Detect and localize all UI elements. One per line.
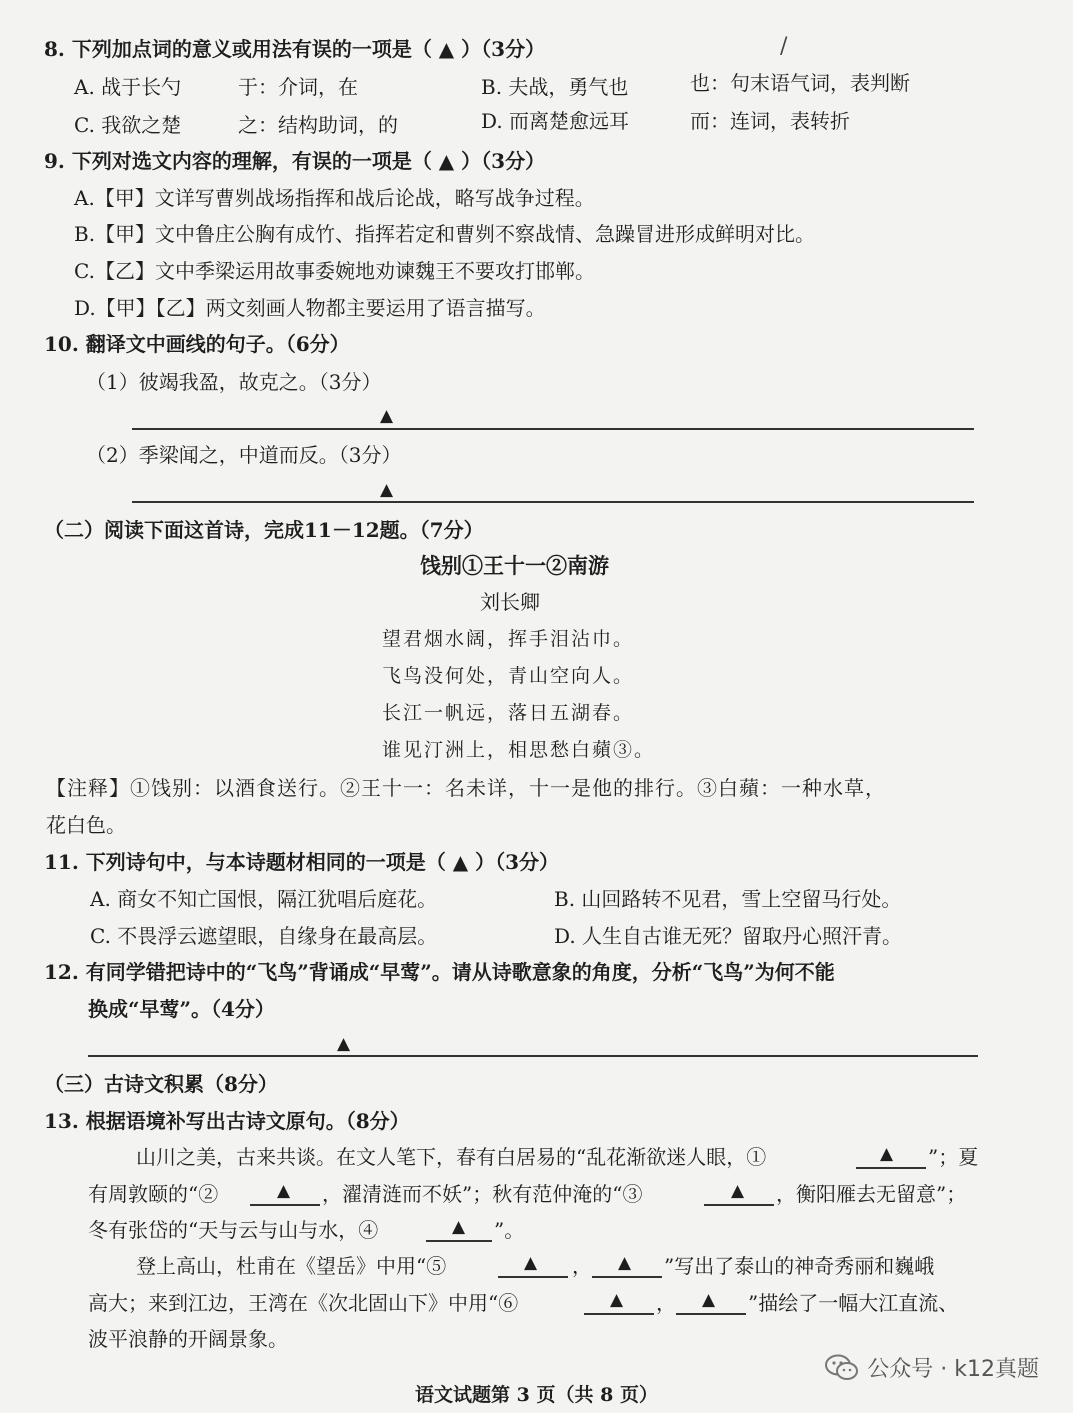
poem-title: 饯别①王十一②南游: [420, 553, 609, 578]
answer-line: [132, 428, 974, 430]
blank-marker: ▲: [524, 1253, 538, 1273]
q13-text: ”写出了泰山的神奇秀丽和巍峨: [664, 1254, 935, 1278]
blank-marker: ▲: [702, 1290, 716, 1310]
section-2-heading: （二）阅读下面这首诗，完成11－12题。（7分）: [44, 518, 484, 542]
q9-option-c: C.【乙】文中季梁运用故事委婉地劝谏魏王不要攻打邯郸。: [74, 259, 595, 283]
fill-blank-4: [426, 1240, 492, 1242]
q12-stem: 12. 有同学错把诗中的“飞鸟”背诵成“早莺”。请从诗歌意象的角度，分析“飞鸟”为何不能: [44, 960, 835, 984]
q10-sentence-1: （1）彼竭我盈，故克之。（3分）: [86, 370, 382, 394]
q13-stem: 13. 根据语境补写出古诗文原句。（8分）: [44, 1109, 410, 1133]
q8-option-b: B. 夫战，勇气也: [481, 75, 629, 99]
q13-text: ”；夏: [928, 1145, 979, 1169]
blank-marker: ▲: [277, 1181, 291, 1201]
q13-text: ，: [572, 1254, 592, 1278]
blank-marker: ▲: [618, 1253, 632, 1273]
stray-pen-mark: /: [780, 34, 788, 59]
fill-blank-5b: [592, 1276, 662, 1278]
wechat-icon: [825, 1354, 859, 1382]
q13-text: ，衡阳雁去无留意”；: [776, 1182, 967, 1206]
q8-option-b-note: 也：句末语气词，表判断: [690, 71, 910, 95]
q10-stem: 10. 翻译文中画线的句子。（6分）: [44, 332, 350, 356]
blank-marker: ▲: [452, 1217, 466, 1237]
section-3-heading: （三）古诗文积累（8分）: [44, 1072, 278, 1096]
fill-blank-3: [704, 1204, 774, 1206]
blank-marker: ▲: [610, 1290, 624, 1310]
fill-blank-2: [250, 1204, 320, 1206]
q8-option-d-note: 而：连词，表转折: [690, 109, 850, 133]
q9-option-a: A.【甲】文详写曹刿战场指挥和战后论战，略写战争过程。: [74, 186, 595, 210]
q13-paragraph-1: 山川之美，古来共谈。在文人笔下，春有白居易的“乱花渐欲迷人眼，①: [136, 1145, 767, 1169]
q11-option-d: D. 人生自古谁无死？留取丹心照汗青。: [554, 924, 903, 948]
q11-option-c: C. 不畏浮云遮望眼，自缘身在最高层。: [90, 924, 438, 948]
poem-author: 刘长卿: [480, 590, 540, 614]
page-footer: 语文试题第 3 页（共 8 页）: [415, 1384, 658, 1406]
q13-text: 冬有张岱的“天与云与山与水，④: [88, 1218, 379, 1242]
poem-notes-cont: 花白色。: [46, 813, 126, 837]
q13-paragraph-2: 登上高山，杜甫在《望岳》中用“⑤: [136, 1254, 447, 1278]
q13-text: ，濯清涟而不妖”；秋有范仲淹的“③: [322, 1182, 643, 1206]
answer-marker: ▲: [380, 406, 394, 426]
q12-stem-cont: 换成“早莺”。（4分）: [88, 997, 275, 1021]
q8-option-a-note: 于：介词，在: [238, 75, 358, 99]
poem-line: 长江一帆远，落日五湖春。: [382, 702, 635, 724]
q8-stem: 8. 下列加点词的意义或用法有误的一项是（ ▲ ）（3分）: [44, 37, 546, 61]
answer-marker: ▲: [380, 480, 394, 500]
q8-option-c: C. 我欲之楚: [74, 113, 182, 137]
poem-notes: 【注释】①饯别：以酒食送行。②王十一：名未详，十一是他的排行。③白蘋：一种水草，: [46, 776, 886, 800]
q11-option-b: B. 山回路转不见君，雪上空留马行处。: [554, 887, 902, 911]
q13-text: 有周敦颐的“②: [88, 1182, 219, 1206]
poem-line: 飞鸟没何处，青山空向人。: [382, 665, 635, 687]
q10-sentence-2: （2）季梁闻之，中道而反。（3分）: [86, 443, 402, 467]
blank-marker: ▲: [880, 1144, 894, 1164]
q13-text: ，: [656, 1291, 676, 1315]
q13-text: 波平浪静的开阔景象。: [88, 1327, 288, 1351]
poem-line: 望君烟水阔，挥手泪沾巾。: [382, 628, 635, 650]
q9-option-d: D.【甲】【乙】两文刻画人物都主要运用了语言描写。: [74, 296, 546, 320]
q11-option-a: A. 商女不知亡国恨，隔江犹唱后庭花。: [90, 887, 438, 911]
fill-blank-6a: [584, 1313, 654, 1315]
answer-line: [88, 1055, 978, 1057]
q9-option-b: B.【甲】文中鲁庄公胸有成竹、指挥若定和曹刿不察战情、急躁冒进形成鲜明对比。: [74, 222, 816, 246]
fill-blank-6b: [676, 1313, 746, 1315]
poem-line: 谁见汀洲上，相思愁白蘋③。: [382, 739, 656, 761]
q9-stem: 9. 下列对选文内容的理解，有误的一项是（ ▲ ）（3分）: [44, 149, 546, 173]
q13-text: ”。: [494, 1218, 525, 1242]
answer-line: [132, 501, 974, 503]
fill-blank-5a: [498, 1276, 568, 1278]
blank-marker: ▲: [731, 1181, 745, 1201]
answer-marker: ▲: [337, 1034, 351, 1054]
watermark: [825, 1352, 1039, 1383]
fill-blank-1: [856, 1167, 926, 1169]
q8-option-d: D. 而离楚愈远耳: [481, 109, 630, 133]
q11-stem: 11. 下列诗句中，与本诗题材相同的一项是（ ▲ ）（3分）: [44, 850, 559, 874]
q13-text: 高大；来到江边，王湾在《次北固山下》中用“⑥: [88, 1291, 519, 1315]
q8-option-c-note: 之：结构助词，的: [238, 113, 398, 137]
q13-text: ”描绘了一幅大江直流、: [748, 1291, 959, 1315]
watermark-text: 公众号 · k12真题: [867, 1357, 1039, 1382]
q8-option-a: A. 战于长勺: [74, 75, 182, 99]
